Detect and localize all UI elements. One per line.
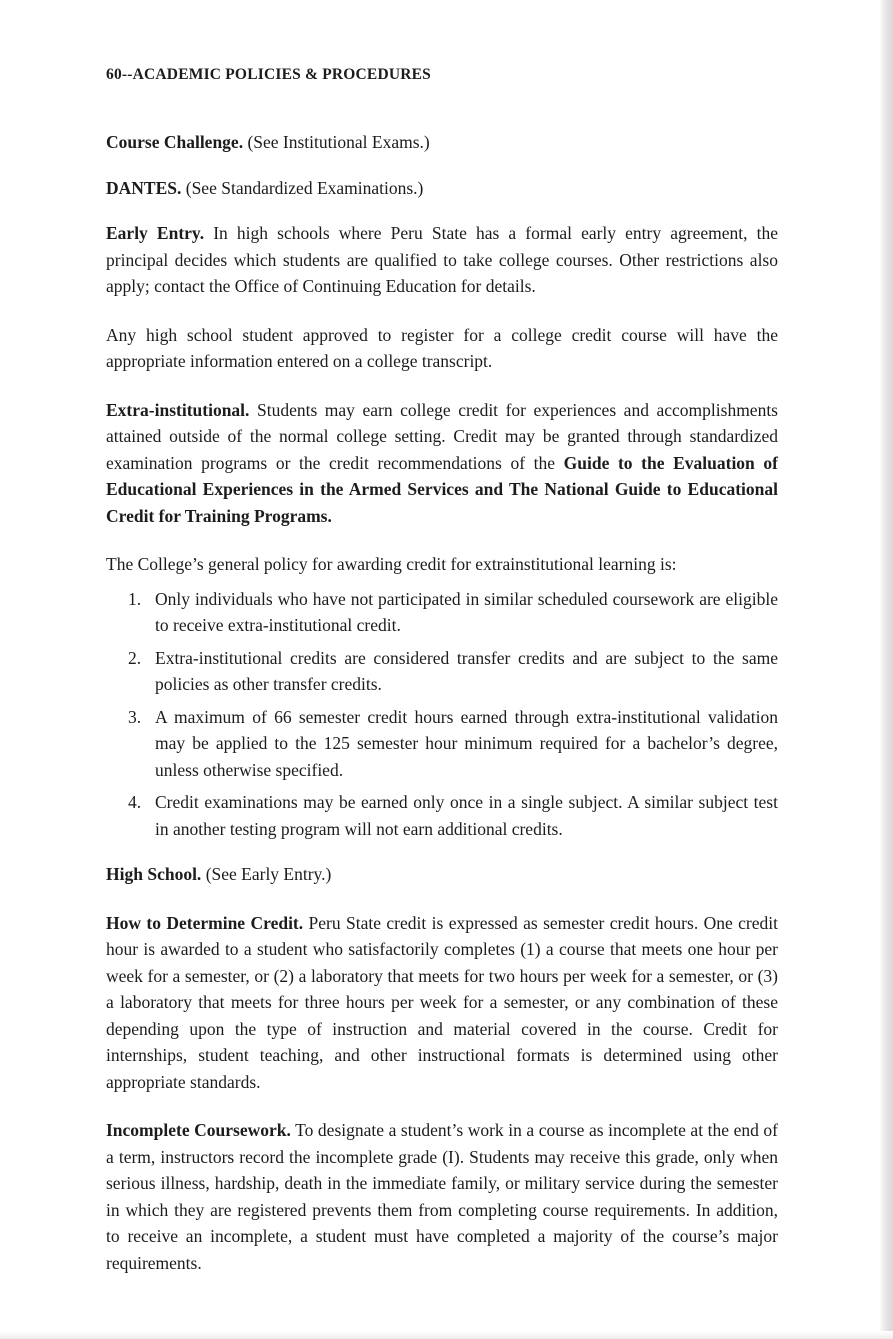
entry-early-entry-note: Any high school student approved to register for a college credit course will have the appropriate information entered on a college transcript. <box>106 324 778 371</box>
list-item <box>106 645 778 698</box>
list-text: A maximum of 66 semester credit hours earned through extra-institutional validation may be applied to the 125 semester hour minimum required for a bachelor’s degree, unless otherwise specified. <box>155 706 778 780</box>
policy-list <box>106 586 778 843</box>
running-header: 60--ACADEMIC POLICIES & PROCEDURES <box>106 66 431 83</box>
policy-intro: The College’s general policy for awarding credit for extrainstitutional learning is: <box>106 554 677 574</box>
entry-text: (See Institutional Exams.) <box>243 132 430 152</box>
list-item <box>106 704 778 784</box>
guide-titles: Guide to the Evaluation of Educational Experiences in the Armed Services and The National Guide to Educational Credit for Training Programs. <box>106 452 778 526</box>
list-number: 1. <box>128 588 142 609</box>
list-text: Credit examinations may be earned only once in a single subject. A similar subject test in another testing program will not earn additional credits. <box>155 792 778 839</box>
page-edge-shadow <box>879 0 893 1339</box>
entry-incomplete-coursework <box>106 1117 778 1276</box>
entry-term: High School. <box>106 864 202 884</box>
entry-text: Students may earn college credit for experiences and accomplishments attained outside of the normal college setting. Credit may be granted through standardized examination programs or the credit recommendations of the <box>106 399 778 473</box>
list-number: 2. <box>128 647 142 668</box>
entry-course-challenge <box>106 129 778 156</box>
entry-extra-institutional <box>106 397 778 530</box>
entry-term: How to Determine Credit. <box>106 912 304 933</box>
entry-text: Peru State credit is expressed as semester credit hours. One credit hour is awarded to a student who satisfactorily completes (1) a course that meets one hour per week for a semester, or (2) a laboratory that meets for two hours per week for a semester, or (3) a laboratory that meets for three hours per week for a semester, or any combination of these depending upon the type of instruction and material covered in the course. Credit for internships, student teaching, and other instructional formats is determined using other appropriate standards. <box>106 912 778 1092</box>
list-item <box>106 586 778 639</box>
entry-text: In high schools where Peru State has a formal early entry agreement, the principal decides which students are qualified to take college courses. Other restrictions also apply; contact the Office of Continuing Education for details. <box>106 223 778 296</box>
list-text: Extra-institutional credits are considered transfer credits and are subject to the same policies as other transfer credits. <box>155 647 778 694</box>
entry-text: (See Standardized Examinations.) <box>181 177 424 198</box>
page-bottom-shadow <box>0 1331 893 1339</box>
page-content <box>106 66 778 1276</box>
entry-term: Incomplete Coursework. <box>106 1120 291 1140</box>
list-item <box>106 789 778 842</box>
entry-term: Extra-institutional. <box>106 399 250 420</box>
list-text: Only individuals who have not participated in similar scheduled coursework are eligible to receive extra-institutional credit. <box>155 588 778 635</box>
entry-high-school <box>106 861 778 888</box>
entry-term: Course Challenge. <box>106 132 244 152</box>
entry-term: DANTES. <box>106 177 182 198</box>
entry-early-entry <box>106 220 778 300</box>
entry-dantes <box>106 175 778 202</box>
entry-text: To designate a student’s work in a course as incomplete at the end of a term, instructors record the incomplete grade (I). Students may receive this grade, only when serious illness, hardship, death in the immediate family, or military service during the semester in which they are registered prevents them from completing course requirements. In addition, to receive an incomplete, a student must have completed a majority of the course’s major requirements. <box>106 1120 778 1273</box>
entry-term: Early Entry. <box>106 223 205 243</box>
entry-text: (See Early Entry.) <box>201 864 332 884</box>
entry-determine-credit <box>106 910 778 1096</box>
list-number: 4. <box>128 792 142 812</box>
list-number: 3. <box>128 706 142 727</box>
